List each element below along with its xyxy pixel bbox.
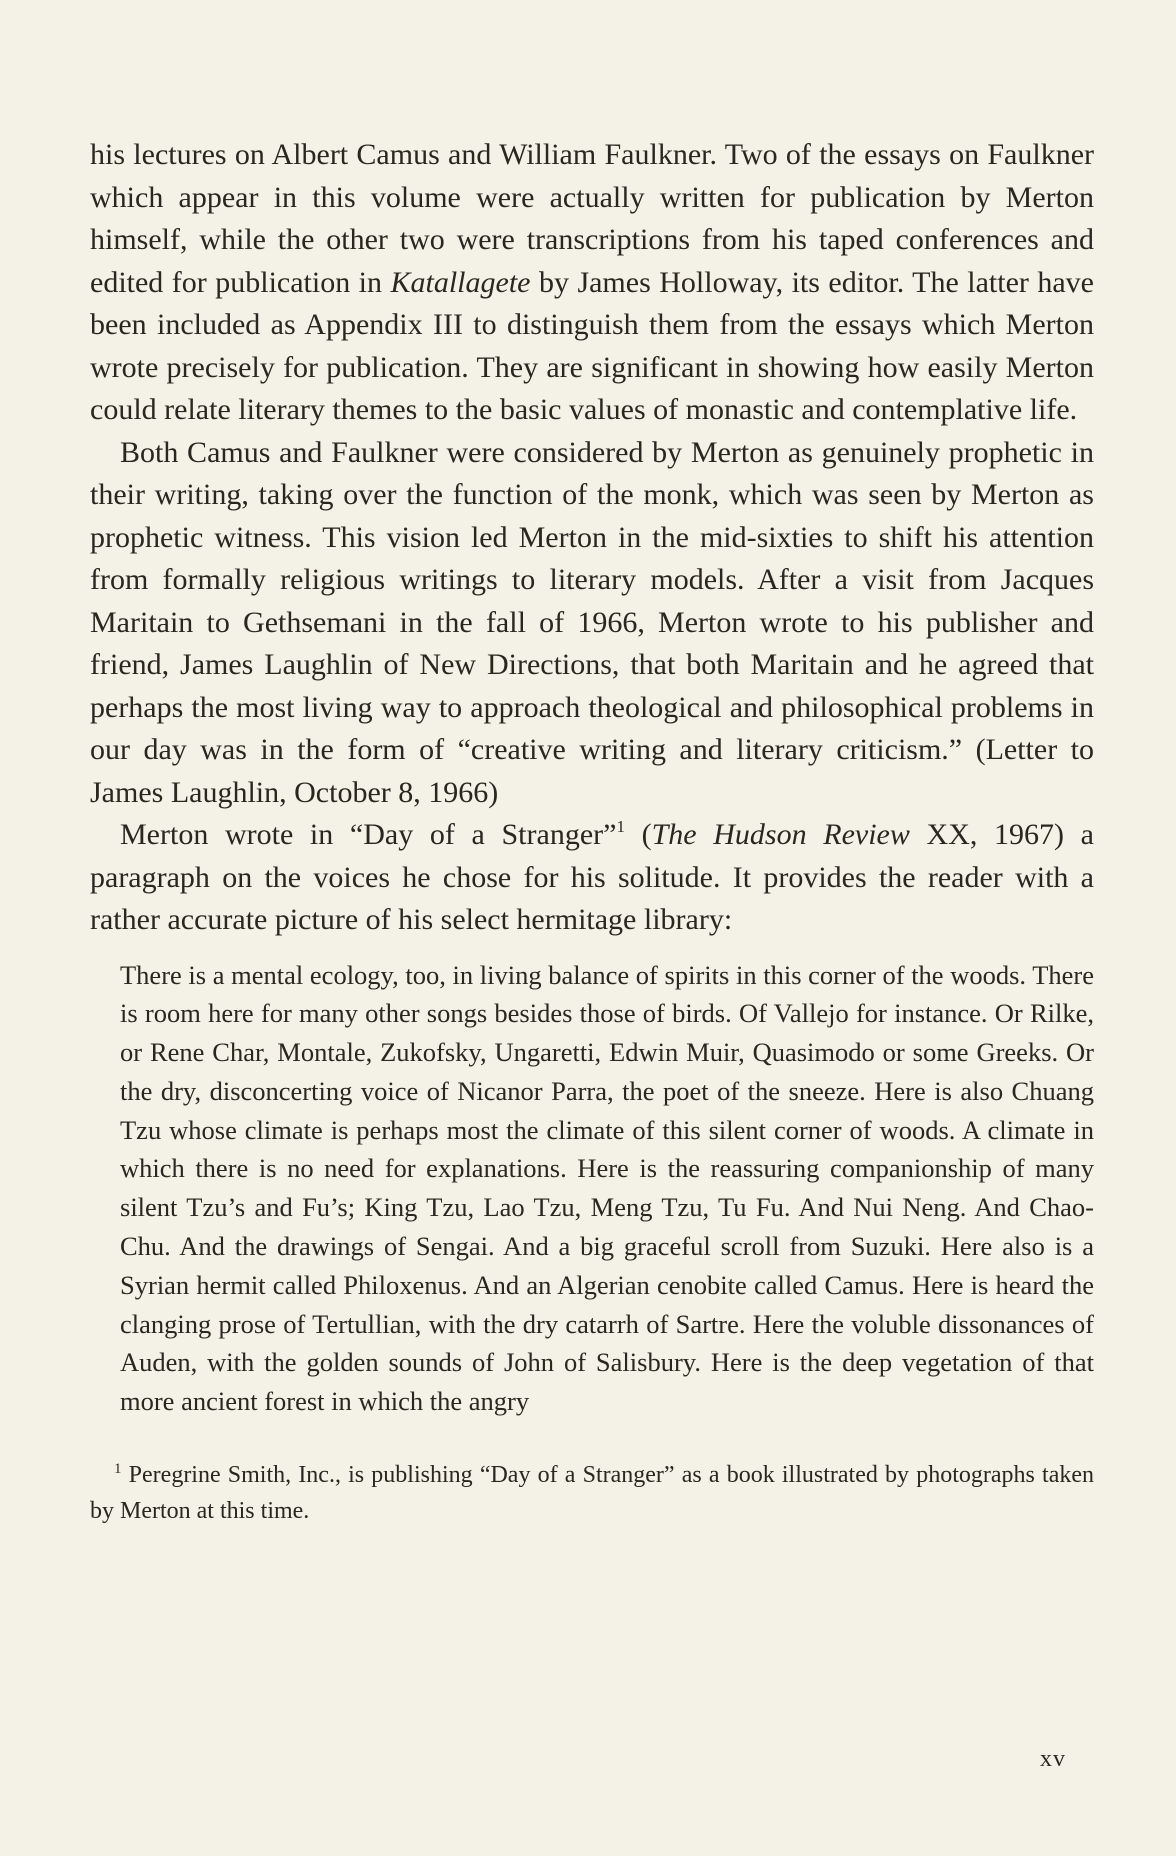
paragraph-1 (90, 134, 1094, 432)
document-page (90, 134, 1094, 1529)
paragraph-3-start: Merton wrote in “Day of a Stranger” (120, 818, 617, 851)
footnote-marker: 1 (114, 1461, 122, 1478)
body-text (90, 134, 1094, 942)
footnote-text: Peregrine Smith, Inc., is publishing “Day of a Stranger” as a book illustrated by photographs taken by Merton at this time. (90, 1462, 1094, 1525)
journal-title-katallagete: Katallagete (390, 265, 531, 299)
journal-title-hudson-review: The Hudson Review (651, 818, 910, 851)
paragraph-3-rest: XX, 1967) a paragraph on the voices he chose for his solitude. It provides the reader with a rather accurate picture of his select hermitage library: (90, 818, 1094, 936)
footnote-reference: 1 (616, 817, 625, 836)
page-number: xv (1040, 1746, 1066, 1772)
paragraph-3-open-paren: ( (624, 818, 652, 851)
paragraph-2: Both Camus and Faulkner were considered by Merton as genuinely prophetic in their writing, taking over the function of the monk, which was seen by Merton as prophetic witness. This vision led Merton in the mid-sixties to shift his attention from formally religious writings to literary models. After a visit from Jacques Maritain to Gethsemani in the fall of 1966, Merton wrote to his publisher and friend, James Laughlin of New Directions, that both Maritain and he agreed that perhaps the most living way to approach theological and philosophical problems in our day was in the form of “creative writing and literary criticism.” (Letter to James Laughlin, October 8, 1966) (90, 435, 1094, 809)
block-quote: There is a mental ecology, too, in living balance of spirits in this corner of the woods. There is room here for many other songs besides those of birds. Of Vallejo for instance. Or Rilke, or Rene Char, Montale, Zukofsky, Ungaretti, Edwin Muir, Quasimodo or some Greeks. Or the dry, disconcerting voice of Nicanor Parra, the poet of the sneeze. Here is also Chuang Tzu whose climate is perhaps most the climate of this silent corner of woods. A climate in which there is no need for explanations. Here is the reassuring companionship of many silent Tzu’s and Fu’s; King Tzu, Lao Tzu, Meng Tzu, Tu Fu. And Nui Neng. And Chao-Chu. And the drawings of Sengai. And a big graceful scroll from Suzuki. Here also is a Syrian hermit called Philoxenus. And an Algerian cenobite called Camus. Here is heard the clanging prose of Tertullian, with the dry catarrh of Sartre. Here the voluble dissonances of Auden, with the golden sounds of John of Salisbury. Here is the deep vegetation of that more ancient forest in which the angry (120, 959, 1094, 1417)
paragraph-1-rest: by James Holloway, its editor. The latter have been included as Appendix III to distinguish them from the essays which Merton wrote precisely for publication. They are significant in showing how easily Merton could relate literary themes to the basic values of monastic and contemplative life. (90, 265, 1094, 426)
paragraph-1-text: his lectures on Albert Camus and William Faulkner. Two of the essays on Faulkner which appear in this volume were actually written for publication by Merton himself, while the other two were transcriptions from his taped conferences and edited for publication in (90, 138, 1094, 299)
paragraph-3 (90, 814, 1094, 942)
footnote (90, 1457, 1094, 1529)
